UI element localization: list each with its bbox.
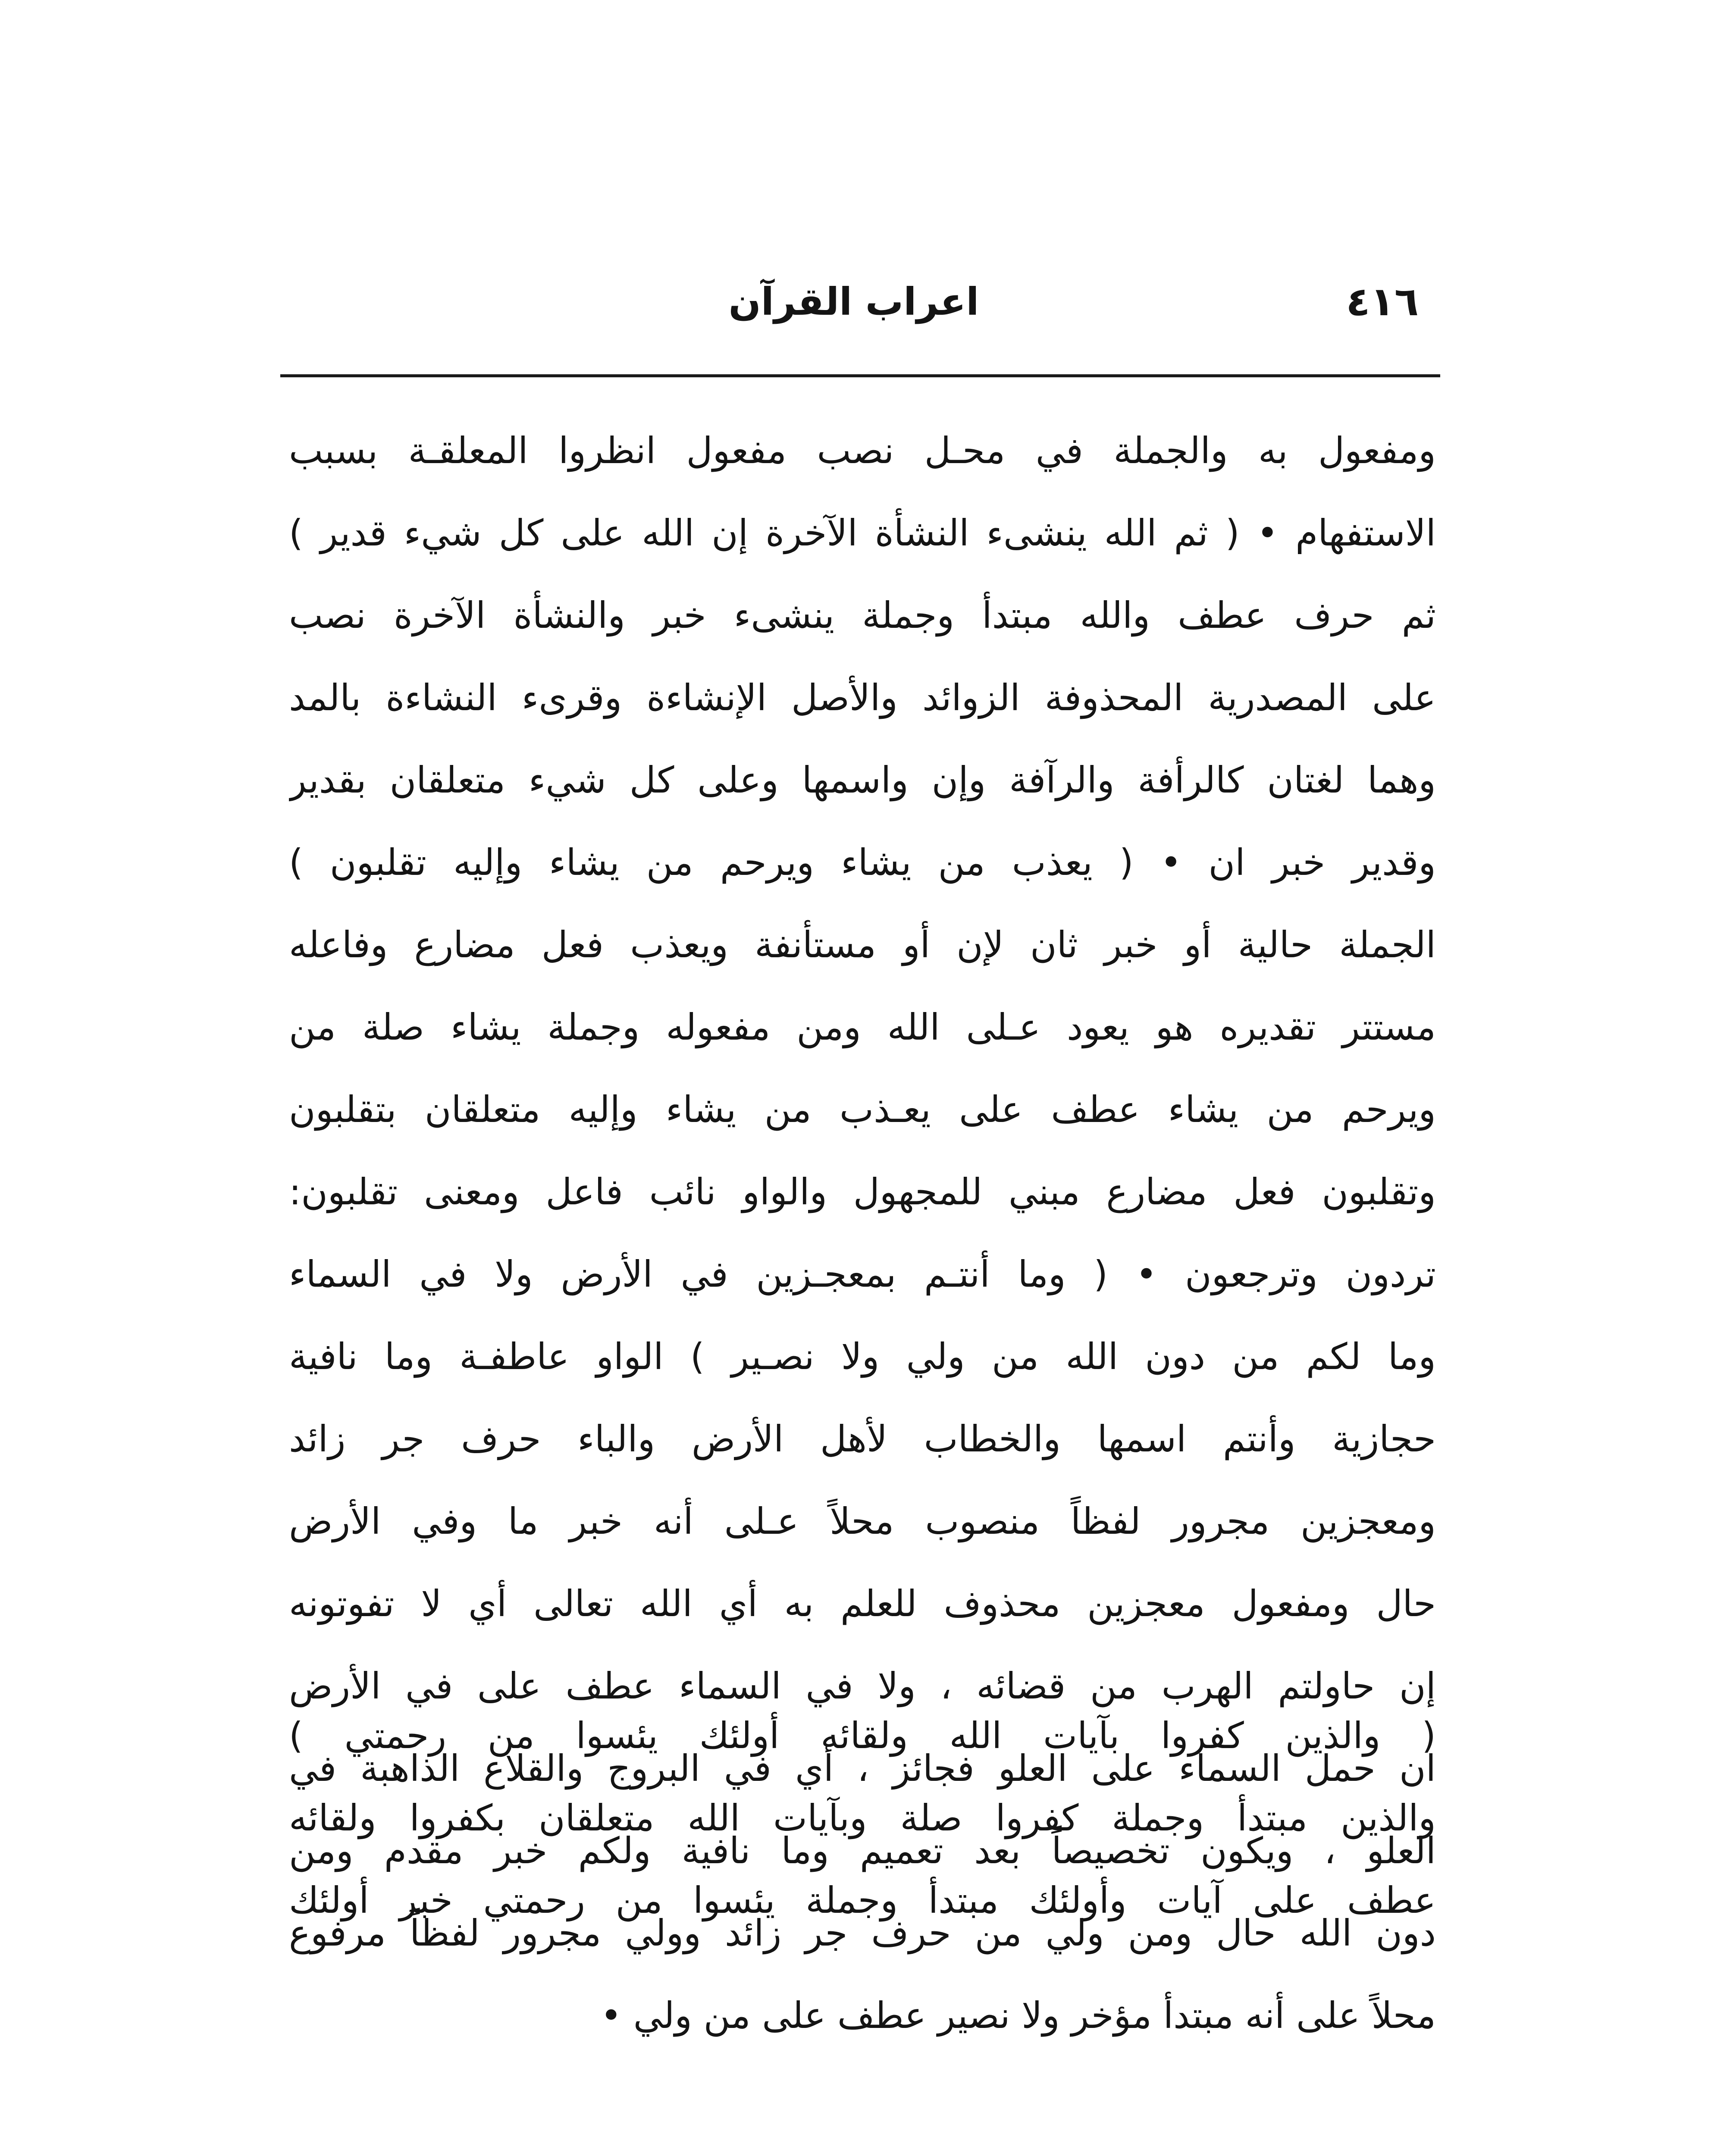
text-line: عطف على آيات وأولئك مبتدأ وجملة يئسوا من رحمتي خبر أولئك <box>289 1879 1436 1921</box>
page-header <box>276 276 1432 332</box>
text-line: وتقلبون فعل مضارع مبني للمجهول والواو نائب فاعل ومعنى تقلبون: <box>289 1171 1436 1213</box>
text-line: إن حاولتم الهرب من قضائه ، ولا في السماء عطف على في الأرض <box>289 1665 1436 1707</box>
text-line: حجازية وأنتم اسمها والخطاب لأهل الأرض والباء حرف جر زائد <box>289 1418 1436 1460</box>
text-line: ويرحم من يشاء عطف على يعـذب من يشاء وإليه متعلقان بتقلبون <box>289 1088 1436 1131</box>
text-line: تردون وترجعون • ( وما أنتـم بمعجـزين في الأرض ولا في السماء <box>289 1253 1436 1295</box>
text-line: والذين مبتدأ وجملة كفروا صلة وبآيات الله متعلقان بكفروا ولقائه <box>289 1797 1436 1839</box>
text-line: ثم حرف عطف والله مبتدأ وجملة ينشىء خبر والنشأة الآخرة نصب <box>289 594 1436 636</box>
header-divider <box>280 374 1440 377</box>
text-line: وما لكم من دون الله من ولي ولا نصـير ) الواو عاطفـة وما نافية <box>289 1335 1436 1378</box>
text-line: على المصدرية المحذوفة الزوائد والأصل الإنشاءة وقرىء النشاءة بالمد <box>289 677 1436 719</box>
text-line: العلو ، ويكون تخصيصاً بعد تعميم وما نافية ولكم خبر مقدم ومن <box>289 1830 1436 1872</box>
text-line: وهما لغتان كالرأفة والرآفة وإن واسمها وعلى كل شيء متعلقان بقدير <box>289 759 1436 801</box>
text-line: محلاً على أنه مبتدأ مؤخر ولا نصير عطف على من ولي • <box>600 1994 1436 2037</box>
paragraph-2 <box>289 1695 1436 1942</box>
text-line: ومعجزين مجرور لفظاً منصوب محلاً عـلى أنه خبر ما وفي الأرض <box>289 1500 1436 1542</box>
text-line: الجملة حالية أو خبر ثان لإن أو مستأنفة ويعذب فعل مضارع وفاعله <box>289 924 1436 966</box>
text-line: دون الله حال ومن ولي من حرف جر زائد وولي مجرور لفظاً مرفوع <box>289 1912 1436 1954</box>
text-line: ومفعول به والجملة في محـل نصب مفعول انظروا المعلقـة بسبب <box>289 429 1436 472</box>
text-line: الاستفهام • ( ثم الله ينشىء النشأة الآخرة إن الله على كل شيء قدير ) <box>289 512 1436 554</box>
running-title: اعراب القرآن <box>728 279 979 324</box>
text-line: ( والذين كفروا بآيات الله ولقائه أولئك يئسوا من رحمتي ) <box>289 1714 1436 1757</box>
text-line: مستتر تقديره هو يعود عـلى الله ومن مفعوله وجملة يشاء صلة من <box>289 1006 1436 1048</box>
text-line: وقدير خبر ان • ( يعذب من يشاء ويرحم من يشاء وإليه تقلبون ) <box>289 841 1436 884</box>
page-number: ٤١٦ <box>1346 279 1419 325</box>
text-line: حال ومفعول معجزين محذوف للعلم به أي الله تعالى أي لا تفوتونه <box>289 1583 1436 1625</box>
text-line: ان حمل السماء على العلو فجائز ، أي في البروج والقلاع الذاهبة في <box>289 1747 1436 1789</box>
